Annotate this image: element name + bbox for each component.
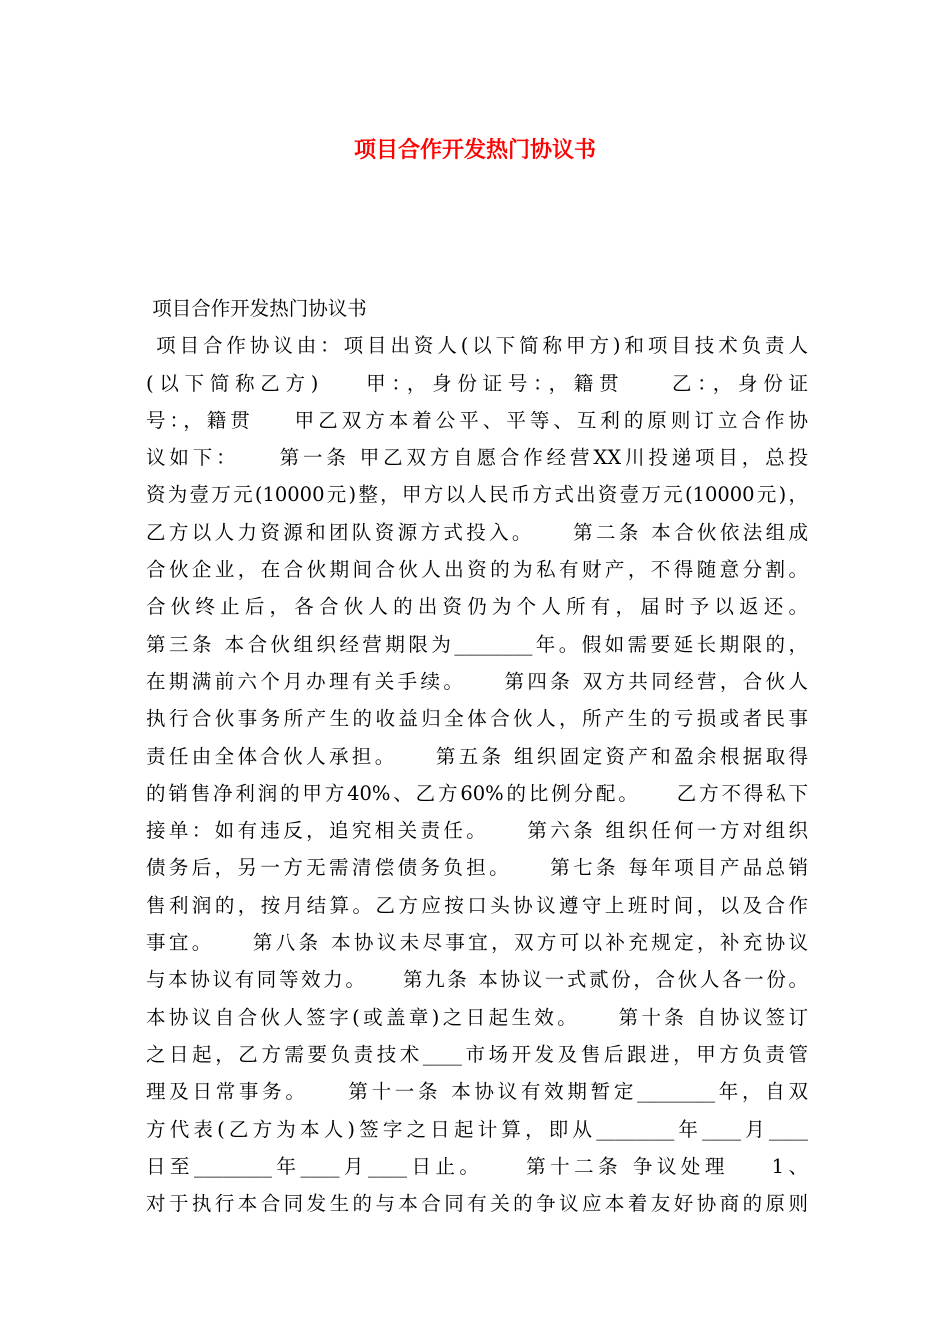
body-line: 日至________年____月____日止。 第十二条 争议处理 1、: [146, 1154, 808, 1178]
body-line: 执行合伙事务所产生的收益归全体合伙人，所产生的亏损或者民事: [146, 707, 808, 731]
body-line: 资为壹万元(10000元)整，甲方以人民币方式出资壹万元(10000元)，: [146, 483, 808, 507]
body-line: 合伙终止后，各合伙人的出资仍为个人所有，届时予以返还。: [146, 595, 808, 619]
body-line: (以下简称乙方) 甲：，身份证号：，籍贯 乙：，身份证: [146, 371, 808, 395]
document-title: 项目合作开发热门协议书: [353, 137, 596, 163]
body-line: 方代表(乙方为本人)签字之日起计算，即从________年____月____: [146, 1117, 808, 1141]
body-line: 事宜。 第八条 本协议未尽事宜，双方可以补充规定，补充协议: [146, 931, 808, 955]
body-line: 合伙企业，在合伙期间合伙人出资的为私有财产，不得随意分割。: [146, 558, 808, 582]
body-line: 售利润的，按月结算。乙方应按口头协议遵守上班时间，以及合作: [146, 893, 808, 917]
body-line: 对于执行本合同发生的与本合同有关的争议应本着友好协商的原则: [146, 1192, 808, 1216]
body-line: 项目合作协议由：项目出资人(以下简称甲方)和项目技术负责人: [146, 334, 808, 358]
body-line-heading: 项目合作开发热门协议书: [146, 297, 367, 320]
body-line: 责任由全体合伙人承担。 第五条 组织固定资产和盈余根据取得: [146, 744, 808, 768]
body-line: 的销售净利润的甲方40%、乙方60%的比例分配。 乙方不得私下: [146, 781, 808, 805]
body-line: 议如下： 第一条 甲乙双方自愿合作经营XX川投递项目，总投: [146, 446, 808, 470]
document-body: [146, 290, 808, 1222]
body-line: 之日起，乙方需要负责技术____市场开发及售后跟进，甲方负责管: [146, 1042, 808, 1066]
body-line: 号：，籍贯 甲乙双方本着公平、平等、互利的原则订立合作协: [146, 408, 808, 432]
body-line: 本协议自合伙人签字(或盖章)之日起生效。 第十条 自协议签订: [146, 1005, 808, 1029]
body-line: 乙方以人力资源和团队资源方式投入。 第二条 本合伙依法组成: [146, 520, 808, 544]
body-line: 在期满前六个月办理有关手续。 第四条 双方共同经营，合伙人: [146, 669, 808, 693]
body-line: 理及日常事务。 第十一条 本协议有效期暂定________年，自双: [146, 1080, 808, 1104]
body-line: 债务后，另一方无需清偿债务负担。 第七条 每年项目产品总销: [146, 856, 808, 880]
body-line: 与本协议有同等效力。 第九条 本协议一式贰份，合伙人各一份。: [146, 968, 808, 992]
body-line: 接单：如有违反，追究相关责任。 第六条 组织任何一方对组织: [146, 819, 808, 843]
body-line: 第三条 本合伙组织经营期限为________年。假如需要延长期限的，: [146, 632, 808, 656]
